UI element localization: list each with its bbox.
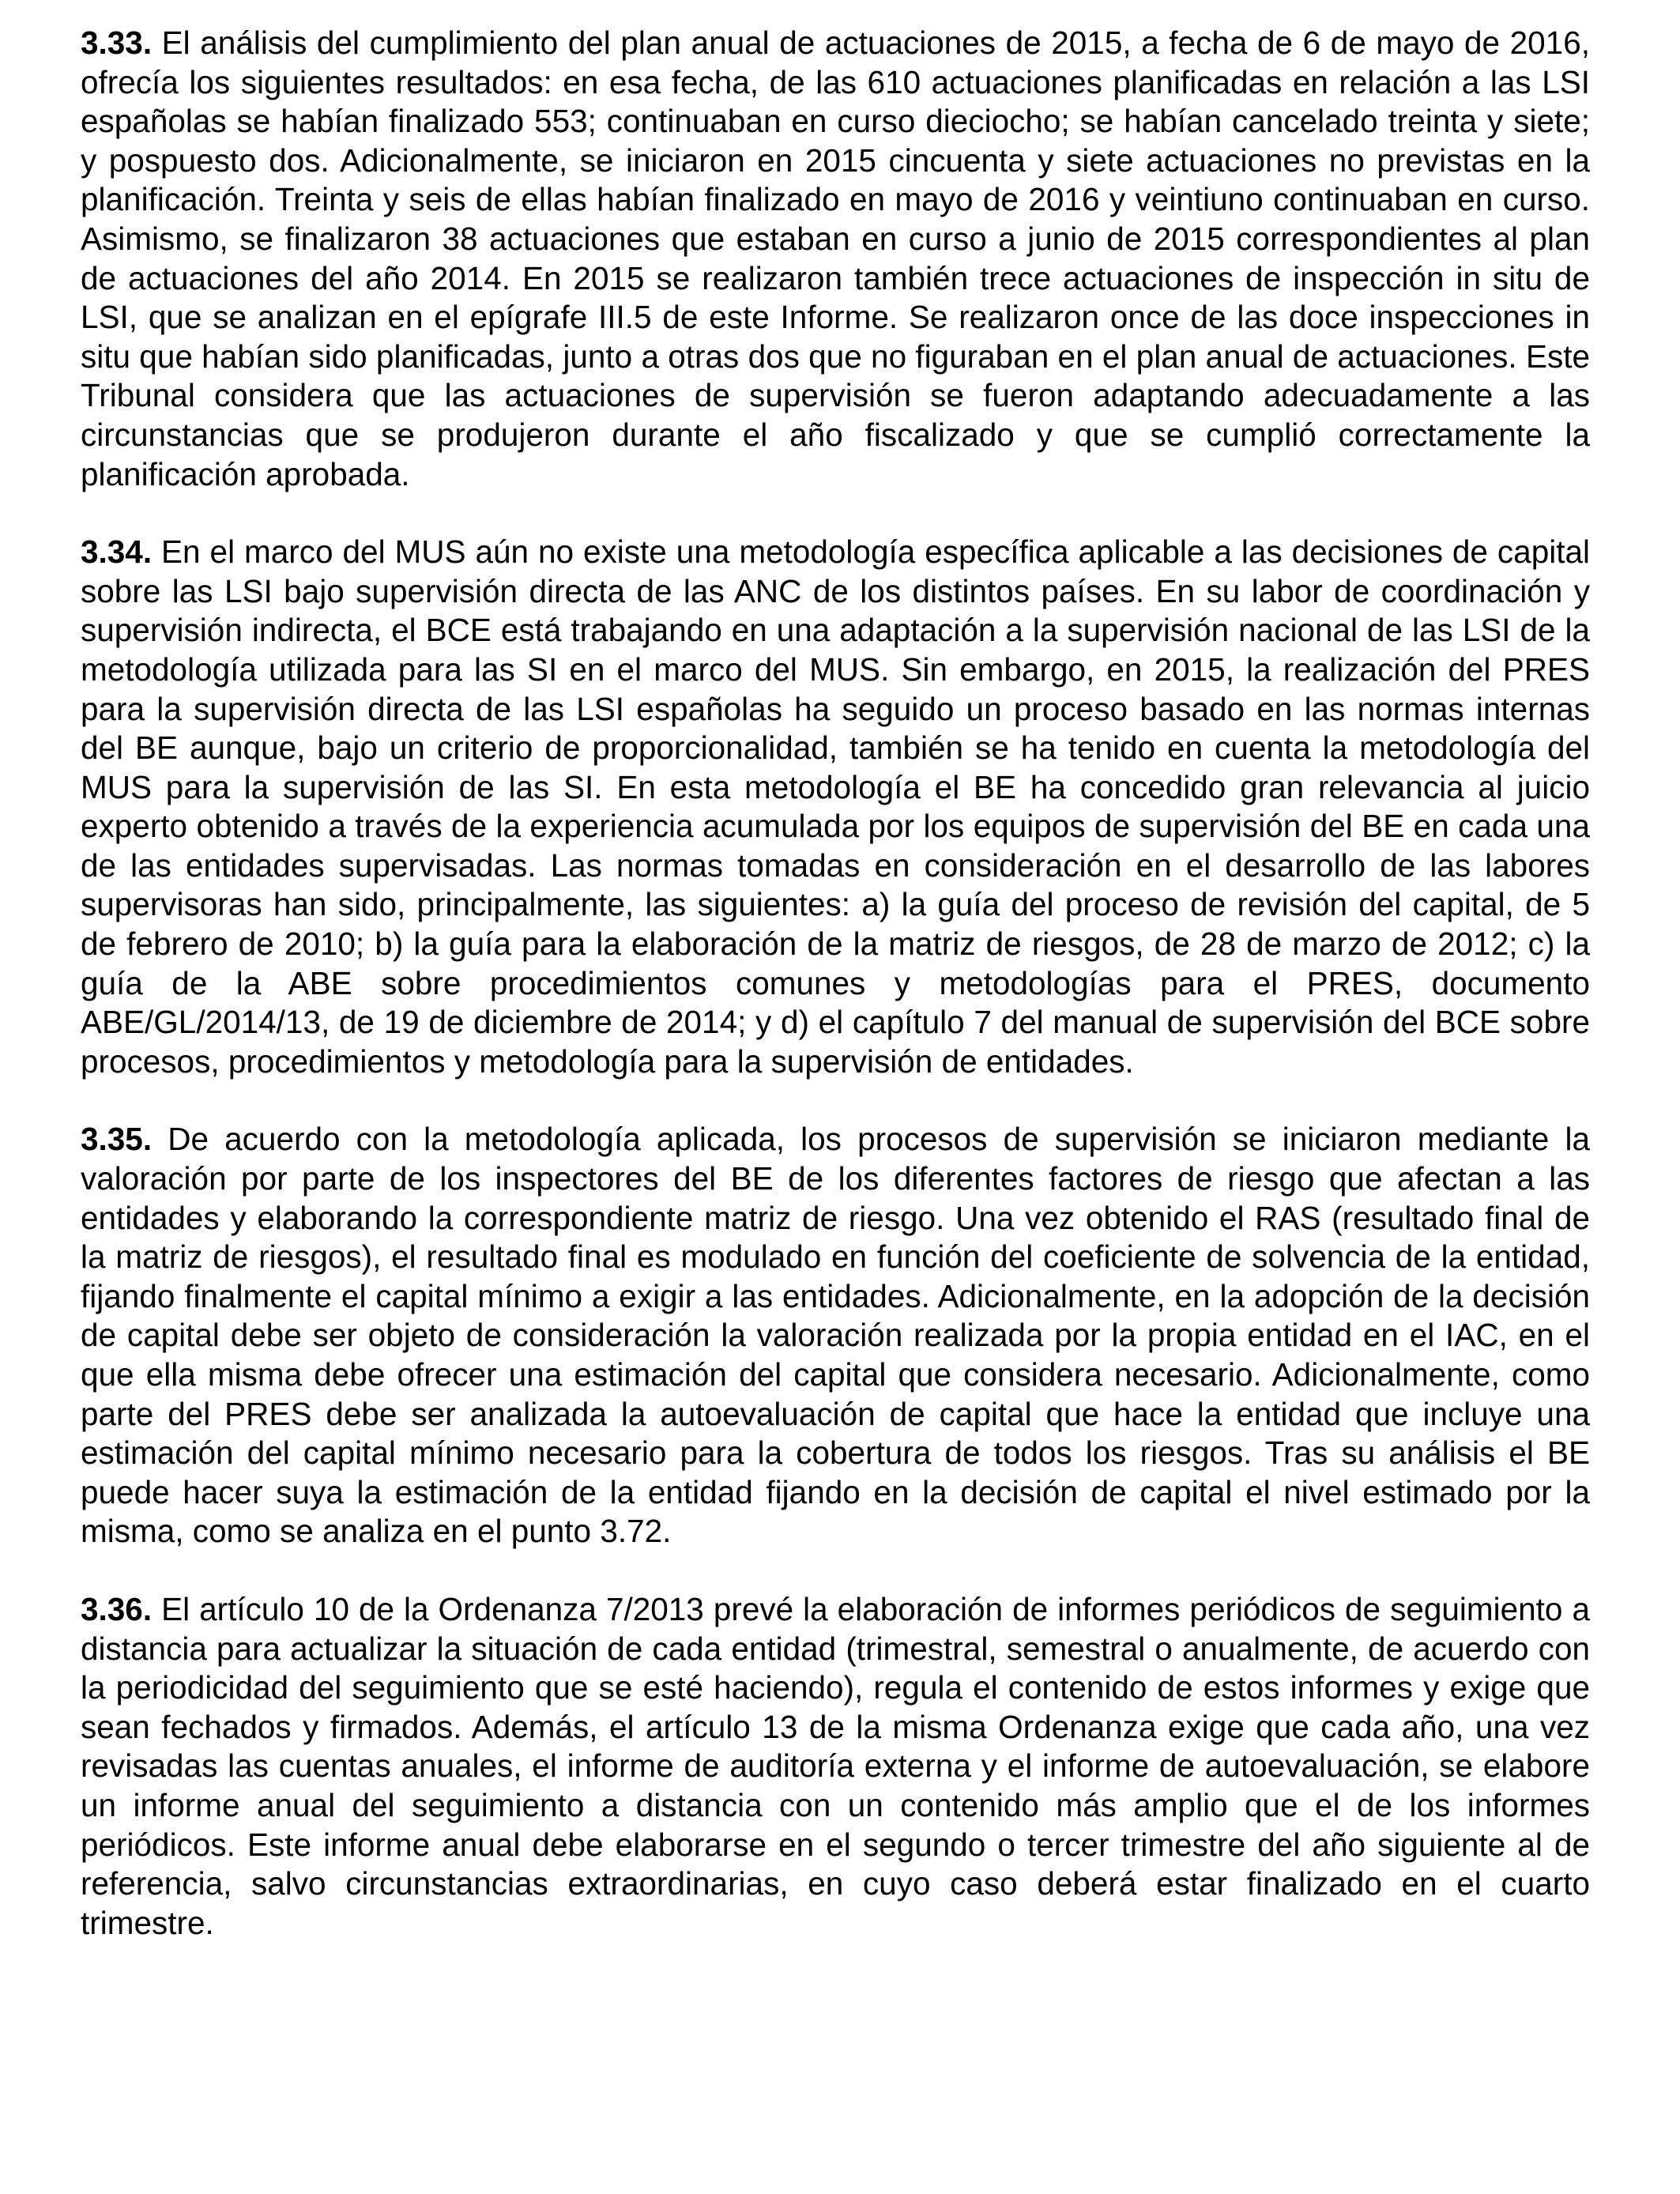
paragraph-number: 3.36.	[81, 1590, 153, 1627]
paragraph-text: De acuerdo con la metodología aplicada, los procesos de supervisión se iniciaron mediante la valoración por parte de los inspectores del BE de los diferentes factores de riesgo que afectan a las entidades y elaborando la correspondiente matriz de riesgo. Una vez obtenido el RAS (resultado final de la matriz de riesgos), el resultado final es modulado en función del coeficiente de solvencia de la entidad, fijando finalmente el capital mínimo a exigir a las entidades. Adicionalmente, en la adopción de la decisión de capital debe ser objeto de consideración la valoración realizada por la propia entidad en el IAC, en el que ella misma debe ofrecer una estimación del capital que considera necesario. Adicionalmente, como parte del PRES debe ser analizada la autoevaluación de capital que hace la entidad que incluye una estimación del capital mínimo necesario para la cobertura de todos los riesgos. Tras su análisis el BE puede hacer suya la estimación de la entidad fijando en la decisión de capital el nivel estimado por la misma, como se analiza en el punto 3.72.	[81, 1121, 1590, 1550]
paragraph-number: 3.33.	[81, 25, 153, 61]
paragraph-3-36	[81, 1590, 1590, 1943]
paragraph-3-34	[81, 533, 1590, 1081]
paragraph-3-33	[81, 24, 1590, 494]
paragraph-3-35	[81, 1120, 1590, 1551]
paragraph-text: El análisis del cumplimiento del plan anual de actuaciones de 2015, a fecha de 6 de mayo de 2016, ofrecía los siguientes resultados: en esa fecha, de las 610 actuaciones planificadas en relación a las LSI españolas se habían finalizado 553; continuaban en curso dieciocho; se habían cancelado treinta y siete; y pospuesto dos. Adicionalmente, se iniciaron en 2015 cincuenta y siete actuaciones no previstas en la planificación. Treinta y seis de ellas habían finalizado en mayo de 2016 y veintiuno continuaban en curso. Asimismo, se finalizaron 38 actuaciones que estaban en curso a junio de 2015 correspondientes al plan de actuaciones del año 2014. En 2015 se realizaron también trece actuaciones de inspección in situ de LSI, que se analizan en el epígrafe III.5 de este Informe. Se realizaron once de las doce inspecciones in situ que habían sido planificadas, junto a otras dos que no figuraban en el plan anual de actuaciones. Este Tribunal considera que las actuaciones de supervisión se fueron adaptando adecuadamente a las circunstancias que se produjeron durante el año fiscalizado y que se cumplió correctamente la planificación aprobada.	[81, 25, 1590, 492]
paragraph-number: 3.35.	[81, 1121, 153, 1158]
paragraph-text: En el marco del MUS aún no existe una metodología específica aplicable a las decisiones de capital sobre las LSI bajo supervisión directa de las ANC de los distintos países. En su labor de coordinación y supervisión indirecta, el BCE está trabajando en una adaptación a la supervisión nacional de las LSI de la metodología utilizada para las SI en el marco del MUS. Sin embargo, en 2015, la realización del PRES para la supervisión directa de las LSI españolas ha seguido un proceso basado en las normas internas del BE aunque, bajo un criterio de proporcionalidad, también se ha tenido en cuenta la metodología del MUS para la supervisión de las SI. En esta metodología el BE ha concedido gran relevancia al juicio experto obtenido a través de la experiencia acumulada por los equipos de supervisión del BE en cada una de las entidades supervisadas. Las normas tomadas en consideración en el desarrollo de las labores supervisoras han sido, principalmente, las siguientes: a) la guía del proceso de revisión del capital, de 5 de febrero de 2010; b) la guía para la elaboración de la matriz de riesgos, de 28 de marzo de 2012; c) la guía de la ABE sobre procedimientos comunes y metodologías para el PRES, documento ABE/GL/2014/13, de 19 de diciembre de 2014; y d) el capítulo 7 del manual de supervisión del BCE sobre procesos, procedimientos y metodología para la supervisión de entidades.	[81, 533, 1590, 1080]
paragraph-number: 3.34.	[81, 533, 153, 571]
document-page	[81, 24, 1590, 1981]
paragraph-text: El artículo 10 de la Ordenanza 7/2013 prevé la elaboración de informes periódicos de seguimiento a distancia para actualizar la situación de cada entidad (trimestral, semestral o anualmente, de acuerdo con la periodicidad del seguimiento que se esté haciendo), regula el contenido de estos informes y exige que sean fechados y firmados. Además, el artículo 13 de la misma Ordenanza exige que cada año, una vez revisadas las cuentas anuales, el informe de auditoría externa y el informe de autoevaluación, se elabore un informe anual del seguimiento a distancia con un contenido más amplio que el de los informes periódicos. Este informe anual debe elaborarse en el segundo o tercer trimestre del año siguiente al de referencia, salvo circunstancias extraordinarias, en cuyo caso deberá estar finalizado en el cuarto trimestre.	[81, 1590, 1590, 1941]
